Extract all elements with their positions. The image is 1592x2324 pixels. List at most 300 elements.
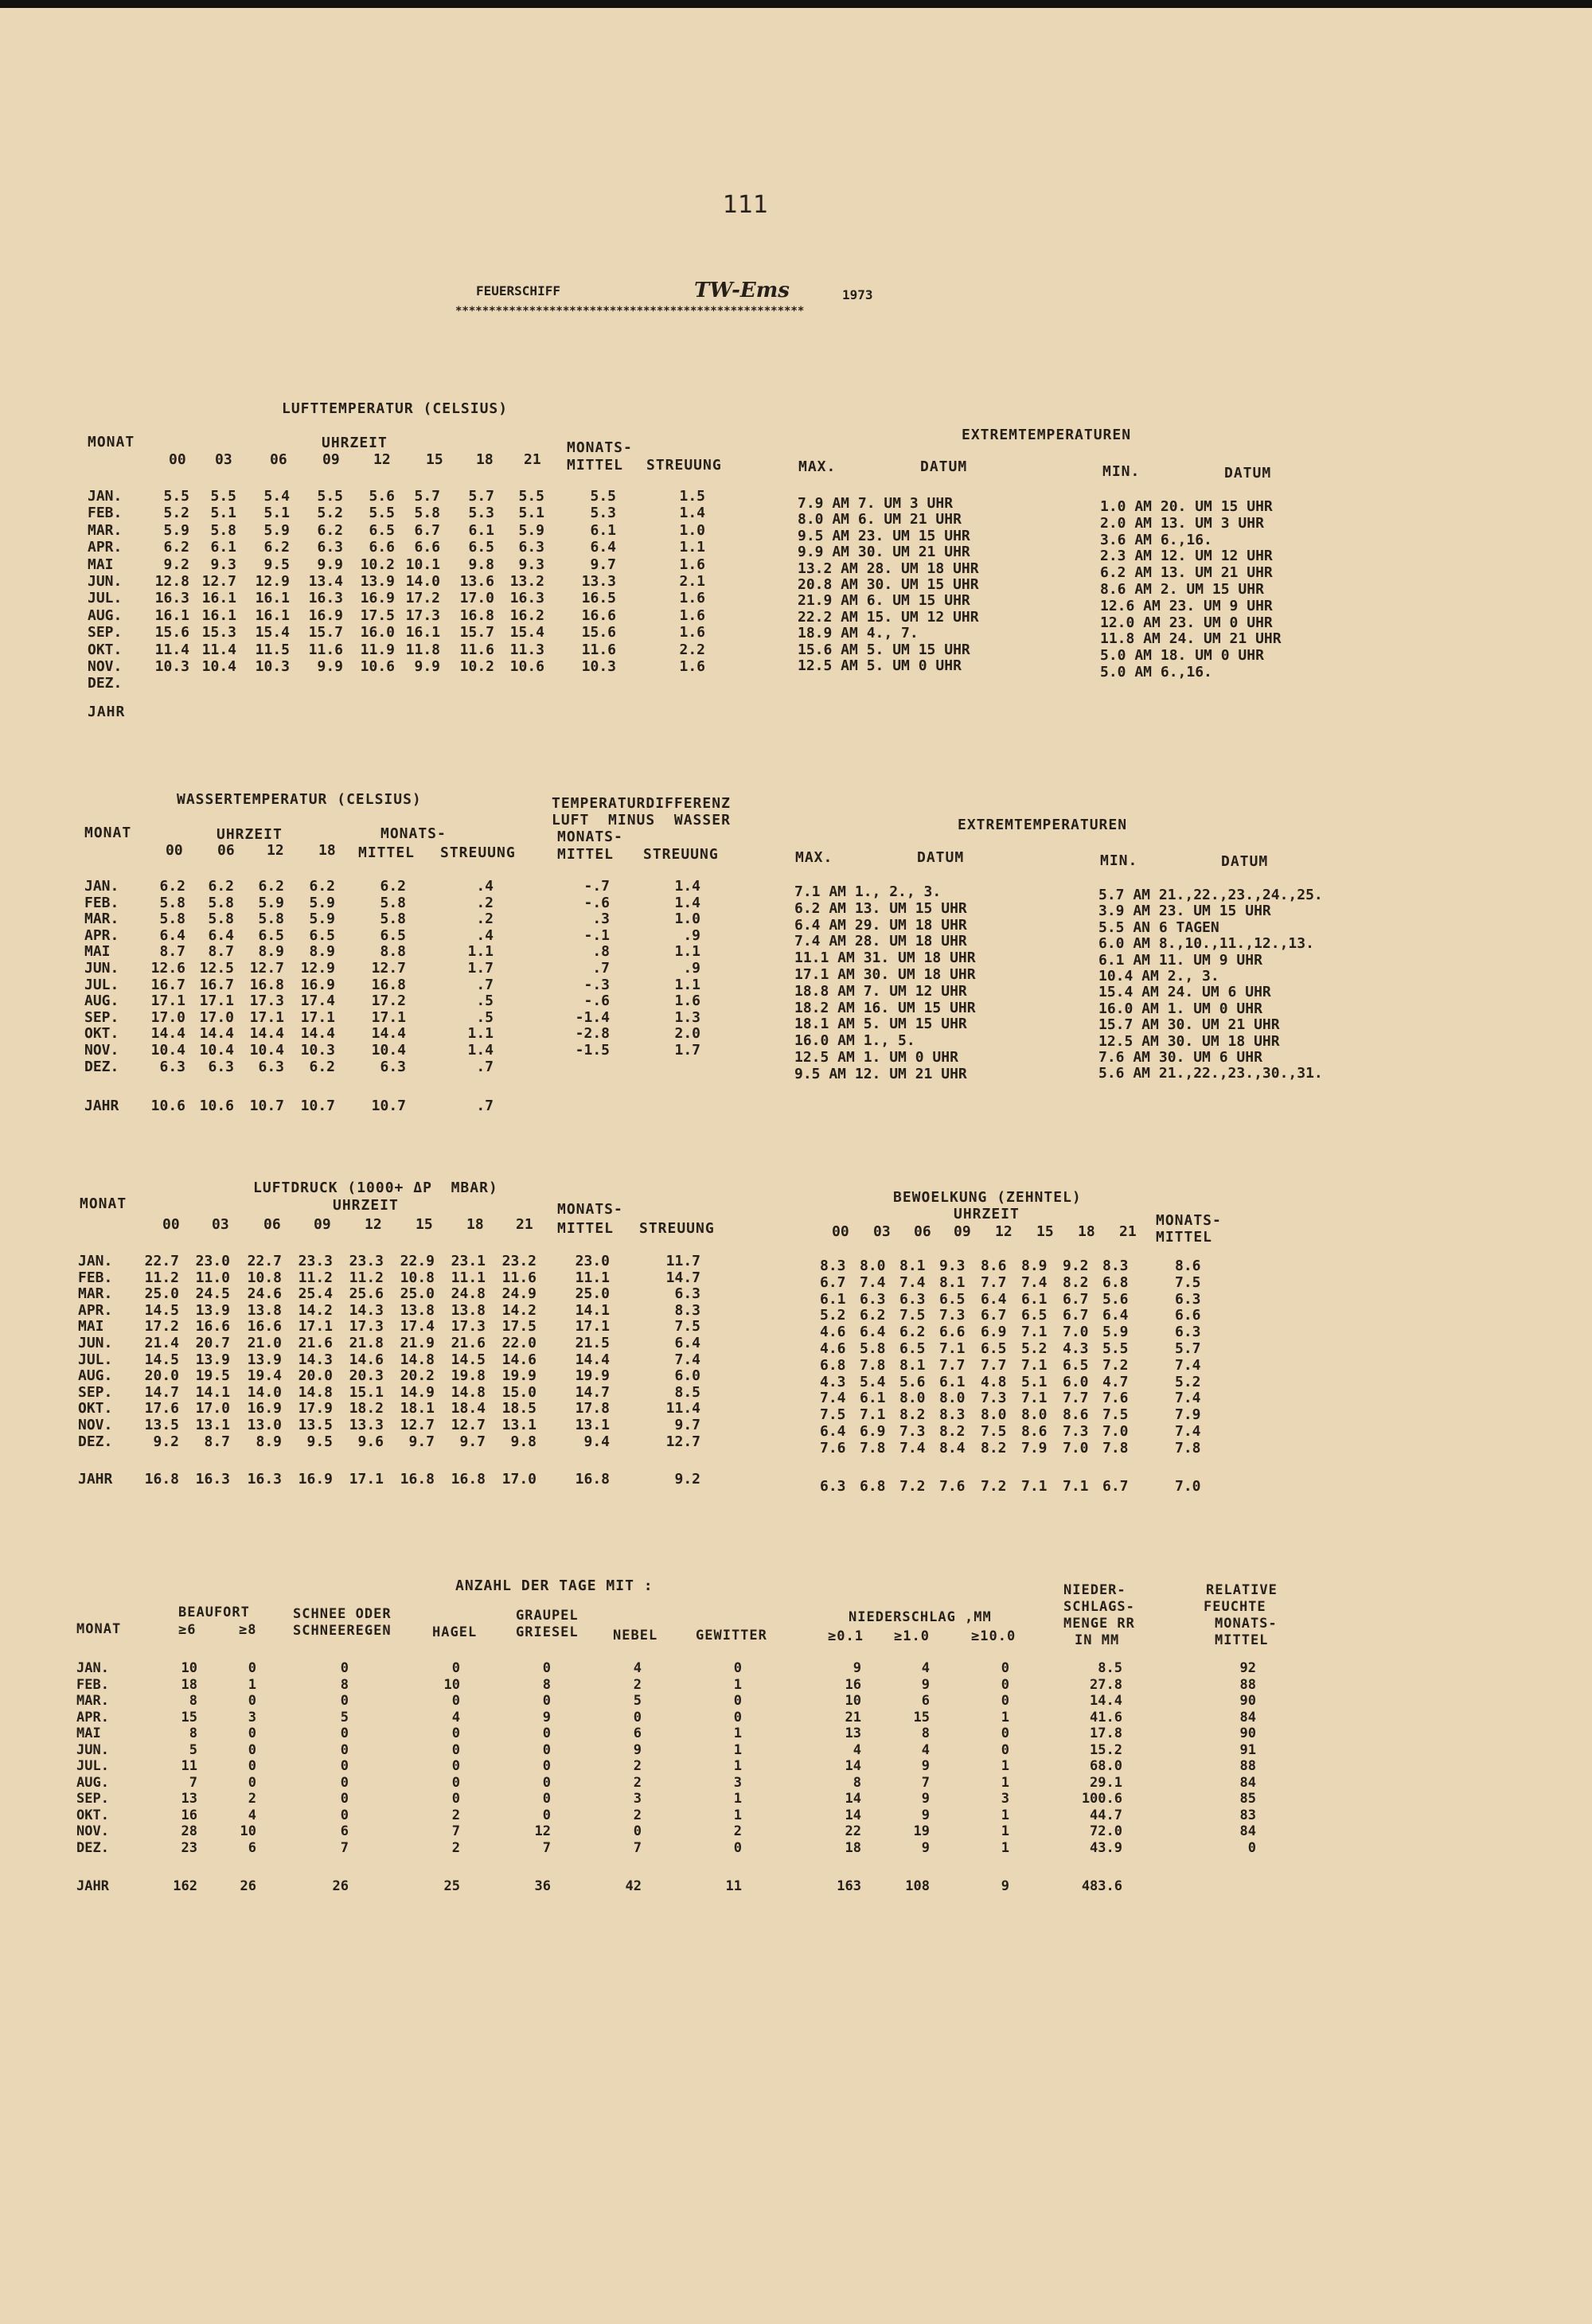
water-cell: 17.1 bbox=[150, 992, 185, 1010]
pressure-cell: 11.7 bbox=[665, 1253, 700, 1269]
water-cell: 8.9 bbox=[258, 943, 284, 961]
air-cell: 6.5 bbox=[369, 521, 395, 539]
air-cell: 6.1 bbox=[210, 539, 236, 556]
days-cell: 6 bbox=[633, 1725, 642, 1741]
water-cell: 6.2 bbox=[208, 878, 234, 895]
days-cell: 4 bbox=[248, 1807, 256, 1823]
air-cell: 16.0 bbox=[360, 624, 395, 641]
pressure-cell: DEZ. bbox=[78, 1433, 113, 1450]
water-mittel-label: MITTEL bbox=[358, 844, 416, 861]
clouds-cell: 8.1 bbox=[939, 1273, 966, 1291]
water-cell: 14.4 bbox=[199, 1025, 234, 1043]
air-ext-datum-label: DATUM bbox=[920, 458, 968, 475]
days-jahr-cell: 36 bbox=[534, 1878, 551, 1894]
pressure-cell: 21.9 bbox=[400, 1335, 435, 1351]
air-cell: 16.5 bbox=[581, 590, 616, 607]
water-cell: -.6 bbox=[583, 894, 610, 911]
clouds-cell: 6.7 bbox=[981, 1307, 1007, 1324]
air-cell: 5.5 bbox=[163, 488, 189, 505]
air-cell: 10.2 bbox=[360, 556, 395, 573]
clouds-cell: 7.7 bbox=[981, 1273, 1007, 1291]
days-cell: 0 bbox=[248, 1725, 256, 1741]
days-cell: 88 bbox=[1239, 1676, 1256, 1693]
air-cell: 1.6 bbox=[679, 658, 705, 675]
air-cell: 9.2 bbox=[163, 556, 189, 573]
water-cell: 6.3 bbox=[380, 1058, 406, 1075]
days-cell: 7 bbox=[921, 1774, 930, 1791]
air-cell: 5.3 bbox=[590, 505, 616, 522]
water-cell: 10.4 bbox=[249, 1042, 284, 1059]
water-ext-datum-label: DATUM bbox=[917, 849, 965, 866]
pressure-jahr-cell: 16.8 bbox=[144, 1471, 179, 1488]
air-cell: NOV. bbox=[88, 658, 123, 675]
nebel-label: NEBEL bbox=[613, 1628, 658, 1644]
water-ext-min-line: 3.9 AM 23. UM 15 UHR bbox=[1098, 903, 1271, 920]
days-cell: 0 bbox=[542, 1693, 551, 1709]
pressure-cell: 14.8 bbox=[400, 1351, 435, 1368]
pressure-cell: 24.8 bbox=[451, 1285, 486, 1303]
pressure-cell: 25.0 bbox=[400, 1285, 435, 1303]
pressure-cell: 17.3 bbox=[349, 1318, 384, 1336]
clouds-cell: 8.0 bbox=[939, 1390, 966, 1407]
air-cell: 5.5 bbox=[590, 488, 616, 505]
water-cell: MAI bbox=[84, 943, 111, 961]
pressure-jahr-cell: 16.3 bbox=[195, 1471, 230, 1488]
days-cell: 0 bbox=[1247, 1839, 1256, 1856]
air-cell: 10.4 bbox=[201, 658, 236, 675]
pressure-cell: 13.8 bbox=[451, 1301, 486, 1319]
air-cell: 5.7 bbox=[468, 488, 494, 505]
pressure-cell: 13.5 bbox=[144, 1417, 179, 1433]
pressure-cell: 9.6 bbox=[357, 1433, 384, 1450]
clouds-cell: 7.9 bbox=[1175, 1406, 1201, 1424]
air-hour-09: 09 bbox=[322, 451, 340, 468]
water-cell: JUL. bbox=[84, 976, 119, 993]
pressure-cell: 9.5 bbox=[306, 1433, 333, 1450]
water-cell: 17.4 bbox=[300, 992, 335, 1010]
water-cell: .5 bbox=[476, 1008, 494, 1026]
air-cell: 16.1 bbox=[201, 606, 236, 624]
days-cell: 0 bbox=[633, 1709, 642, 1725]
pressure-cell: 14.9 bbox=[400, 1383, 435, 1401]
pressure-cell: 13.9 bbox=[195, 1301, 230, 1319]
air-cell: 17.0 bbox=[459, 590, 494, 607]
days-cell: FEB. bbox=[76, 1676, 109, 1693]
pressure-cell: JUL. bbox=[78, 1351, 113, 1368]
days-cell: 7 bbox=[542, 1839, 551, 1856]
water-ext-min-line: 5.5 AN 6 TAGEN bbox=[1098, 918, 1219, 936]
water-cell: -.3 bbox=[583, 976, 610, 993]
air-cell: 17.5 bbox=[360, 606, 395, 624]
days-cell: 2 bbox=[633, 1676, 642, 1693]
days-cell: 0 bbox=[733, 1709, 742, 1725]
water-cell: 10.4 bbox=[150, 1042, 185, 1059]
water-cell: .7 bbox=[592, 960, 610, 977]
days-cell: 10 bbox=[181, 1660, 197, 1676]
pressure-hour-09: 09 bbox=[314, 1216, 331, 1233]
air-cell: 16.3 bbox=[308, 590, 343, 607]
days-cell: 2 bbox=[633, 1774, 642, 1791]
air-ext-min-line: 8.6 AM 2. UM 15 UHR bbox=[1100, 581, 1264, 598]
pressure-cell: 11.1 bbox=[451, 1269, 486, 1286]
water-jahr-cell: 10.7 bbox=[300, 1098, 335, 1114]
clouds-cell: 7.5 bbox=[820, 1406, 846, 1424]
pressure-hour-06: 06 bbox=[263, 1216, 281, 1233]
water-cell: 12.5 bbox=[199, 960, 234, 977]
clouds-hour-18: 18 bbox=[1078, 1223, 1095, 1240]
water-cell: -.6 bbox=[583, 992, 610, 1010]
days-jahr-cell: 162 bbox=[173, 1878, 197, 1894]
air-cell: 12.7 bbox=[201, 573, 236, 590]
air-cell: 5.1 bbox=[210, 505, 236, 522]
days-cell: 18 bbox=[181, 1676, 197, 1693]
days-cell: 0 bbox=[542, 1758, 551, 1774]
water-cell: 1.4 bbox=[674, 878, 700, 895]
pressure-cell: 9.4 bbox=[583, 1433, 610, 1450]
days-jahr-cell: 42 bbox=[625, 1878, 642, 1894]
air-cell: 1.0 bbox=[679, 521, 705, 539]
air-cell: 5.9 bbox=[263, 521, 290, 539]
clouds-cell: 6.6 bbox=[939, 1324, 966, 1341]
days-cell: 2 bbox=[733, 1823, 742, 1839]
pressure-cell: 22.0 bbox=[501, 1335, 537, 1351]
pressure-cell: 19.5 bbox=[195, 1367, 230, 1385]
air-hour-18: 18 bbox=[476, 451, 494, 468]
clouds-cell: 4.8 bbox=[981, 1373, 1007, 1390]
clouds-cell: 5.2 bbox=[1175, 1373, 1201, 1390]
water-hour-06: 06 bbox=[217, 842, 235, 859]
water-cell: 14.4 bbox=[371, 1025, 406, 1043]
water-jahr-cell: 10.6 bbox=[199, 1098, 234, 1114]
air-ext-min-line: 12.0 AM 23. UM 0 UHR bbox=[1100, 614, 1273, 631]
pressure-jahr-cell: 17.1 bbox=[349, 1471, 384, 1488]
days-monat-label: MONAT bbox=[76, 1621, 122, 1637]
clouds-title: BEWOELKUNG (ZEHNTEL) bbox=[893, 1189, 1082, 1206]
pressure-cell: 9.8 bbox=[510, 1433, 537, 1450]
days-jahr-cell: 163 bbox=[837, 1878, 861, 1894]
air-cell: 5.2 bbox=[317, 505, 343, 522]
days-cell: 1 bbox=[1001, 1774, 1009, 1791]
air-cell: 17.3 bbox=[405, 606, 440, 624]
days-cell: DEZ. bbox=[76, 1839, 109, 1856]
water-monats-label: MONATS- bbox=[380, 825, 447, 842]
days-cell: 11 bbox=[181, 1758, 197, 1774]
clouds-cell: 7.5 bbox=[1102, 1406, 1129, 1424]
pressure-hour-18: 18 bbox=[466, 1216, 484, 1233]
pressure-cell: 21.6 bbox=[298, 1335, 333, 1351]
days-cell: 9 bbox=[921, 1807, 930, 1823]
clouds-jahr-cell: 6.7 bbox=[1102, 1478, 1129, 1495]
air-ext-min-line: 5.0 AM 6.,16. bbox=[1100, 664, 1212, 680]
pressure-cell: 9.7 bbox=[459, 1433, 486, 1450]
clouds-hour-03: 03 bbox=[873, 1223, 891, 1240]
pressure-cell: 11.2 bbox=[298, 1269, 333, 1286]
days-cell: 7 bbox=[451, 1823, 460, 1839]
water-cell: 1.4 bbox=[674, 894, 700, 911]
header-year: 1973 bbox=[842, 287, 873, 302]
air-ext-min-line: 12.6 AM 23. UM 9 UHR bbox=[1100, 597, 1273, 614]
days-cell: 8 bbox=[340, 1676, 349, 1693]
air-cell: 6.7 bbox=[414, 521, 440, 539]
days-cell: 0 bbox=[451, 1758, 460, 1774]
pressure-monat-label: MONAT bbox=[80, 1195, 127, 1212]
days-cell: 4 bbox=[633, 1660, 642, 1676]
water-cell: 5.8 bbox=[208, 910, 234, 928]
air-cell: 11.8 bbox=[405, 641, 440, 658]
water-cell: -.1 bbox=[583, 926, 610, 944]
pressure-cell: 22.9 bbox=[400, 1253, 435, 1269]
clouds-cell: 5.6 bbox=[1102, 1290, 1129, 1308]
clouds-cell: 7.4 bbox=[1175, 1390, 1201, 1407]
days-cell: 8 bbox=[542, 1676, 551, 1693]
pressure-hour-00: 00 bbox=[162, 1216, 180, 1233]
days-cell: 14 bbox=[845, 1807, 861, 1823]
air-cell: 6.2 bbox=[317, 521, 343, 539]
days-cell: 8 bbox=[853, 1774, 861, 1791]
air-cell: 10.3 bbox=[154, 658, 189, 675]
water-cell: 1.0 bbox=[674, 910, 700, 928]
days-cell: APR. bbox=[76, 1709, 109, 1725]
days-cell: JAN. bbox=[76, 1660, 109, 1676]
clouds-uhrzeit-label: UHRZEIT bbox=[954, 1206, 1020, 1222]
days-cell: 27.8 bbox=[1090, 1676, 1122, 1693]
days-cell: 0 bbox=[340, 1758, 349, 1774]
water-cell: 17.3 bbox=[249, 992, 284, 1010]
clouds-cell: 6.4 bbox=[820, 1423, 846, 1440]
clouds-cell: 5.8 bbox=[860, 1340, 886, 1357]
menge-label-4: IN MM bbox=[1075, 1632, 1120, 1648]
pressure-cell: 7.4 bbox=[674, 1351, 700, 1368]
pressure-title: LUFTDRUCK (1000+ ΔP MBAR) bbox=[253, 1180, 498, 1196]
days-jahr-cell: 483.6 bbox=[1081, 1878, 1122, 1894]
air-ext-max-line: 20.8 AM 30. UM 15 UHR bbox=[798, 576, 979, 593]
clouds-cell: 7.3 bbox=[1063, 1423, 1089, 1440]
days-cell: 0 bbox=[1001, 1693, 1009, 1709]
clouds-cell: 8.2 bbox=[899, 1406, 926, 1424]
air-cell: 16.1 bbox=[255, 590, 290, 607]
pressure-cell: 7.5 bbox=[674, 1318, 700, 1336]
days-cell: 1 bbox=[1001, 1758, 1009, 1774]
days-cell: 1 bbox=[1001, 1823, 1009, 1839]
air-cell: 5.1 bbox=[518, 505, 544, 522]
water-cell: 14.4 bbox=[249, 1025, 284, 1043]
pressure-hour-12: 12 bbox=[365, 1216, 382, 1233]
water-ext-max-line: 18.8 AM 7. UM 12 UHR bbox=[794, 982, 967, 1000]
days-cell: 0 bbox=[340, 1741, 349, 1758]
pressure-uhrzeit-label: UHRZEIT bbox=[333, 1197, 399, 1214]
days-cell: 4 bbox=[921, 1741, 930, 1758]
air-cell: 6.5 bbox=[468, 539, 494, 556]
water-cell: 5.8 bbox=[159, 910, 185, 928]
pressure-cell: 24.6 bbox=[247, 1285, 282, 1303]
clouds-cell: 7.4 bbox=[1175, 1356, 1201, 1374]
air-monat-label: MONAT bbox=[88, 434, 135, 450]
pressure-cell: 20.3 bbox=[349, 1367, 384, 1385]
pressure-cell: 13.1 bbox=[575, 1417, 610, 1433]
air-cell: 15.6 bbox=[581, 624, 616, 641]
days-cell: 0 bbox=[542, 1791, 551, 1807]
pressure-hour-03: 03 bbox=[212, 1216, 229, 1233]
pressure-cell: 15.1 bbox=[349, 1383, 384, 1401]
pressure-cell: 23.0 bbox=[575, 1253, 610, 1269]
days-cell: 2 bbox=[633, 1758, 642, 1774]
water-cell: -1.5 bbox=[575, 1042, 610, 1059]
days-cell: 4 bbox=[451, 1709, 460, 1725]
air-uhrzeit-label: UHRZEIT bbox=[322, 435, 388, 451]
clouds-cell: 6.3 bbox=[860, 1290, 886, 1308]
clouds-cell: 6.4 bbox=[1102, 1307, 1129, 1324]
water-cell: 1.3 bbox=[674, 1008, 700, 1026]
clouds-cell: 8.6 bbox=[1063, 1406, 1089, 1424]
clouds-cell: 6.1 bbox=[820, 1290, 846, 1308]
days-cell: 9 bbox=[633, 1741, 642, 1758]
air-cell: 16.1 bbox=[255, 606, 290, 624]
days-cell: 13 bbox=[845, 1725, 861, 1741]
water-cell: 5.8 bbox=[159, 894, 185, 911]
clouds-cell: 7.7 bbox=[981, 1356, 1007, 1374]
water-hour-18: 18 bbox=[318, 842, 336, 859]
air-cell: 16.1 bbox=[201, 590, 236, 607]
air-cell: 9.7 bbox=[590, 556, 616, 573]
air-cell: JUN. bbox=[88, 573, 123, 590]
pressure-cell: 6.0 bbox=[674, 1367, 700, 1385]
water-uhrzeit-label: UHRZEIT bbox=[217, 826, 283, 843]
air-cell: 2.2 bbox=[679, 641, 705, 658]
air-cell: 11.3 bbox=[509, 641, 544, 658]
days-cell: 17.8 bbox=[1090, 1725, 1122, 1741]
pressure-cell: 14.1 bbox=[195, 1383, 230, 1401]
niederschlag-ge100: ≥10.0 bbox=[971, 1628, 1016, 1644]
water-ext-max-label: MAX. bbox=[795, 849, 833, 866]
days-cell: 15 bbox=[181, 1709, 197, 1725]
days-cell: 4 bbox=[853, 1741, 861, 1758]
pressure-cell: 13.3 bbox=[349, 1417, 384, 1433]
air-ext-min-line: 11.8 AM 24. UM 21 UHR bbox=[1100, 630, 1282, 648]
air-cell: 9.9 bbox=[317, 658, 343, 675]
clouds-cell: 5.6 bbox=[899, 1373, 926, 1390]
days-cell: 0 bbox=[733, 1693, 742, 1709]
water-hour-00: 00 bbox=[166, 842, 183, 859]
air-cell: 16.3 bbox=[509, 590, 544, 607]
air-cell: 6.1 bbox=[590, 521, 616, 539]
clouds-cell: 8.2 bbox=[939, 1423, 966, 1440]
clouds-cell: 5.9 bbox=[1102, 1324, 1129, 1341]
pressure-cell: 11.2 bbox=[349, 1269, 384, 1286]
air-cell: 10.2 bbox=[459, 658, 494, 675]
days-cell: 3 bbox=[248, 1709, 256, 1725]
water-cell: 1.1 bbox=[467, 943, 494, 961]
clouds-cell: 7.5 bbox=[1175, 1273, 1201, 1291]
clouds-cell: 9.2 bbox=[1063, 1258, 1089, 1274]
days-cell: 1 bbox=[733, 1725, 742, 1741]
clouds-cell: 7.1 bbox=[939, 1340, 966, 1357]
clouds-cell: 7.1 bbox=[1021, 1324, 1048, 1341]
clouds-cell: 4.3 bbox=[1063, 1340, 1089, 1357]
days-cell: 0 bbox=[542, 1807, 551, 1823]
air-ext-max-line: 22.2 AM 15. UM 12 UHR bbox=[798, 608, 979, 626]
air-ext-min-line: 2.3 AM 12. UM 12 UHR bbox=[1100, 548, 1273, 565]
days-cell: 41.6 bbox=[1090, 1709, 1122, 1725]
clouds-cell: 6.2 bbox=[860, 1307, 886, 1324]
pressure-cell: 14.7 bbox=[665, 1269, 700, 1286]
days-cell: 28 bbox=[181, 1823, 197, 1839]
water-jahr-cell: 10.7 bbox=[371, 1098, 406, 1114]
water-cell: .4 bbox=[476, 926, 494, 944]
water-cell: 16.7 bbox=[199, 976, 234, 993]
water-cell: 10.3 bbox=[300, 1042, 335, 1059]
water-cell: AUG. bbox=[84, 992, 119, 1010]
water-ext-min-line: 15.7 AM 30. UM 21 UHR bbox=[1098, 1016, 1280, 1034]
air-cell: 15.4 bbox=[509, 624, 544, 641]
water-ext-max-line: 17.1 AM 30. UM 18 UHR bbox=[794, 966, 976, 983]
air-cell: 11.6 bbox=[581, 641, 616, 658]
water-cell: -2.8 bbox=[575, 1025, 610, 1043]
clouds-jahr-cell: 7.2 bbox=[899, 1478, 926, 1495]
air-cell: 12.9 bbox=[255, 573, 290, 590]
days-cell: 7 bbox=[189, 1774, 197, 1791]
water-cell: 5.8 bbox=[258, 910, 284, 928]
clouds-cell: 5.7 bbox=[1175, 1340, 1201, 1357]
clouds-cell: 6.7 bbox=[1063, 1307, 1089, 1324]
water-cell: -1.4 bbox=[575, 1008, 610, 1026]
air-cell: 9.5 bbox=[263, 556, 290, 573]
pressure-hour-21: 21 bbox=[516, 1216, 533, 1233]
water-cell: 10.4 bbox=[199, 1042, 234, 1059]
air-ext-min-line: 2.0 AM 13. UM 3 UHR bbox=[1100, 514, 1264, 532]
days-cell: 14 bbox=[845, 1791, 861, 1807]
clouds-cell: 6.4 bbox=[981, 1290, 1007, 1308]
water-ext-max-line: 12.5 AM 1. UM 0 UHR bbox=[794, 1049, 958, 1066]
days-cell: 0 bbox=[248, 1758, 256, 1774]
days-cell: 8 bbox=[921, 1725, 930, 1741]
pressure-cell: 10.8 bbox=[247, 1269, 282, 1286]
air-cell: 5.5 bbox=[518, 488, 544, 505]
air-cell: 11.6 bbox=[308, 641, 343, 658]
days-cell: 10 bbox=[240, 1823, 256, 1839]
air-cell: 1.6 bbox=[679, 556, 705, 573]
air-cell: 14.0 bbox=[405, 573, 440, 590]
clouds-cell: 6.5 bbox=[981, 1340, 1007, 1357]
days-cell: 6 bbox=[921, 1693, 930, 1709]
days-cell: 0 bbox=[733, 1839, 742, 1856]
air-cell: OKT. bbox=[88, 641, 123, 658]
water-cell: 12.7 bbox=[371, 960, 406, 977]
pressure-cell: 23.0 bbox=[195, 1253, 230, 1269]
water-ext-max-line: 6.2 AM 13. UM 15 UHR bbox=[794, 899, 967, 917]
days-cell: 84 bbox=[1239, 1709, 1256, 1725]
air-ext-max-line: 13.2 AM 28. UM 18 UHR bbox=[798, 560, 979, 577]
pressure-cell: 23.2 bbox=[501, 1253, 537, 1269]
pressure-cell: 14.6 bbox=[349, 1351, 384, 1368]
water-cell: 6.3 bbox=[159, 1058, 185, 1075]
water-cell: 6.3 bbox=[258, 1058, 284, 1075]
menge-label-1: NIEDER- bbox=[1063, 1582, 1126, 1598]
clouds-cell: 7.0 bbox=[1102, 1423, 1129, 1440]
pressure-cell: JUN. bbox=[78, 1335, 113, 1351]
water-ext-datum-label-2: DATUM bbox=[1221, 853, 1269, 870]
air-cell: JUL. bbox=[88, 590, 123, 607]
water-jahr-cell: 10.7 bbox=[249, 1098, 284, 1114]
clouds-cell: 8.3 bbox=[939, 1406, 966, 1424]
pressure-cell: 8.5 bbox=[674, 1383, 700, 1401]
clouds-cell: 6.8 bbox=[1102, 1273, 1129, 1291]
air-cell: FEB. bbox=[88, 505, 123, 522]
days-cell: 0 bbox=[451, 1725, 460, 1741]
days-cell: JUN. bbox=[76, 1741, 109, 1758]
water-ext-min-line: 15.4 AM 24. UM 6 UHR bbox=[1098, 984, 1271, 1001]
clouds-cell: 7.4 bbox=[1021, 1273, 1048, 1291]
days-cell: 83 bbox=[1239, 1807, 1256, 1823]
